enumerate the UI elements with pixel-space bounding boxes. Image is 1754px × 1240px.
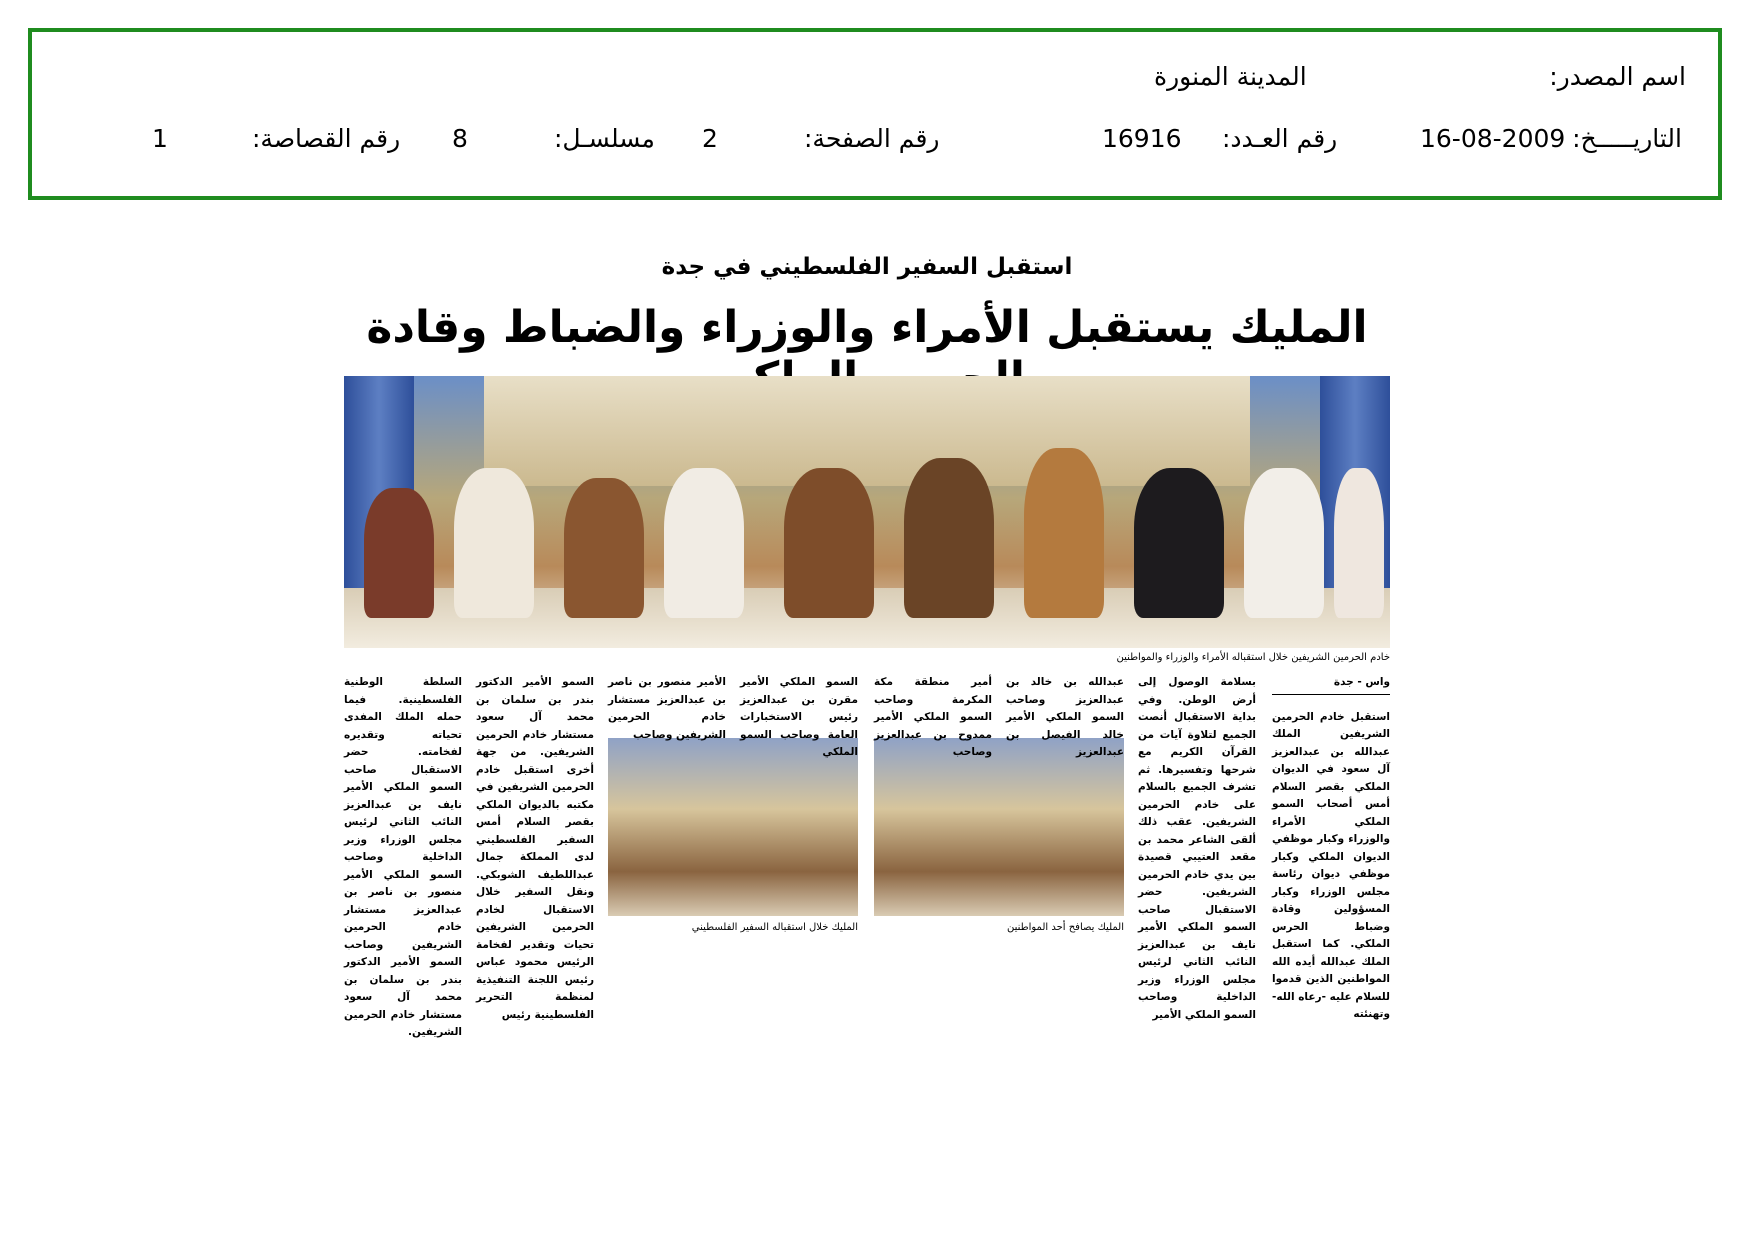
article-byline: واس - جدة xyxy=(1272,674,1390,695)
photo-wall xyxy=(484,376,1250,486)
date-label: التاريـــــخ: xyxy=(1572,124,1682,153)
ambassador-photo xyxy=(608,738,858,916)
photo-figure xyxy=(784,468,874,618)
column-text: استقبل خادم الحرمين الشريفين الملك عبدالله بن عبدالعزيز آل سعود في الديوان الملكي بقصر السلام أمس أصحاب السمو الملكي الأمراء والوزراء وكبار موظفي الديوان الملكي وكبار موظفي ديوان رئاسة مجلس الوزراء وكبار المسؤولين وقادة وضباط الحرس الملكي. كما استقبل الملك عبدالله أيده الله المواطنين الذين قدموا للسلام عليه -رعاه الله- وتهنئته xyxy=(1272,710,1390,1020)
main-photo-caption: خادم الحرمين الشريفين خلال استقباله الأمراء والوزراء والمواطنين xyxy=(1116,652,1390,663)
article-column-7 xyxy=(476,674,594,1021)
photo-figure xyxy=(1024,448,1104,618)
photo-figure xyxy=(1134,468,1224,618)
serial-value: 8 xyxy=(452,124,468,153)
handshake-photo-caption: المليك يصافح أحد المواطنين xyxy=(1006,922,1124,933)
serial-label: مسلسـل: xyxy=(554,124,655,153)
article-kicker: استقبل السفير الفلسطيني في جدة xyxy=(661,254,1073,280)
photo-figure xyxy=(904,458,994,618)
article-column-2 xyxy=(1138,674,1256,1021)
photo-figure xyxy=(454,468,534,618)
photo-figure xyxy=(1334,468,1384,618)
photo-figure xyxy=(364,488,434,618)
metadata-box xyxy=(28,28,1722,200)
page-value: 2 xyxy=(702,124,718,153)
photo-figure xyxy=(664,468,744,618)
main-photo xyxy=(344,376,1390,648)
issue-label: رقم العـدد: xyxy=(1222,124,1338,153)
column-text: أمير منطقة مكة المكرمة وصاحب السمو الملكي الأمير ممدوح بن عبدالعزيز وصاحب xyxy=(874,676,992,758)
photo-figure xyxy=(1244,468,1324,618)
ambassador-photo-caption: المليك خلال استقباله السفير الفلسطيني xyxy=(691,922,858,933)
article-column-8 xyxy=(344,674,462,1038)
column-text: السمو الملكي الأمير مقرن بن عبدالعزيز رئيس الاستخبارات العامة وصاحب السمو الملكي xyxy=(740,676,858,758)
source-value: المدينة المنورة xyxy=(1154,62,1307,91)
article-column-4 xyxy=(874,674,992,758)
issue-value: 16916 xyxy=(1102,124,1182,153)
column-text: بسلامة الوصول إلى أرض الوطن. وفي بداية الاستقبال أنصت الجميع لتلاوة آيات من القرآن الكريم مع شرحها وتفسيرها. ثم تشرف الجميع بالسلام على خادم الحرمين الشريفين. عقب ذلك ألقى الشاعر محمد بن مقعد العتيبي قصيدة بين يدي خادم الحرمين الشريفين. حضر الاستقبال صاحب السمو الملكي الأمير نايف بن عبدالعزيز النائب الثاني لرئيس مجلس الوزراء وزير الداخلية وصاحب السمو الملكي الأمير xyxy=(1138,676,1256,1021)
clip-label: رقم القصاصة: xyxy=(252,124,401,153)
column-text: السلطة الوطنية الفلسطينية. فيما حمله الملك المفدى تحياته وتقديره لفخامته. حضر الاستقبال صاحب السمو الملكي الأمير نايف بن عبدالعزيز النائب الثاني لرئيس مجلس الوزراء وزير الداخلية وصاحب السمو الملكي الأمير منصور بن ناصر بن عبدالعزيز مستشار خادم الحرمين الشريفين وصاحب السمو الأمير الدكتور بندر بن سلمان بن محمد آل سعود مستشار خادم الحرمين الشريفين. xyxy=(344,676,462,1038)
article-headline: المليك يستقبل الأمراء والوزراء والضباط وقادة xyxy=(366,302,1368,353)
page-label: رقم الصفحة: xyxy=(804,124,940,153)
article-column-1 xyxy=(1272,674,1390,1020)
article-column-5 xyxy=(740,674,858,758)
clip-value: 1 xyxy=(152,124,168,153)
column-text: السمو الأمير الدكتور بندر بن سلمان بن محمد آل سعود مستشار خادم الحرمين الشريفين. من جهة أخرى استقبل خادم الحرمين الشريفين في مكتبه بالديوان الملكي بقصر السلام أمس السفير الفلسطيني لدى المملكة جمال عبداللطيف الشوبكي. ونقل السفير خلال الاستقبال لخادم الحرمين الشريفين تحيات وتقدير لفخامة الرئيس محمود عباس رئيس اللجنة التنفيذية لمنظمة التحرير الفلسطينية رئيس xyxy=(476,676,594,1021)
column-text: عبدالله بن خالد بن عبدالعزيز وصاحب السمو الملكي الأمير خالد الفيصل بن عبدالعزيز xyxy=(1006,676,1124,758)
photo-figure xyxy=(564,478,644,618)
article-column-6 xyxy=(608,674,726,741)
column-text: الأمير منصور بن ناصر بن عبدالعزيز مستشار خادم الحرمين الشريفين وصاحب xyxy=(608,676,726,741)
source-label: اسم المصدر: xyxy=(1549,62,1686,91)
date-value: 16-08-2009 xyxy=(1420,124,1566,153)
handshake-photo xyxy=(874,738,1124,916)
article-column-3 xyxy=(1006,674,1124,758)
